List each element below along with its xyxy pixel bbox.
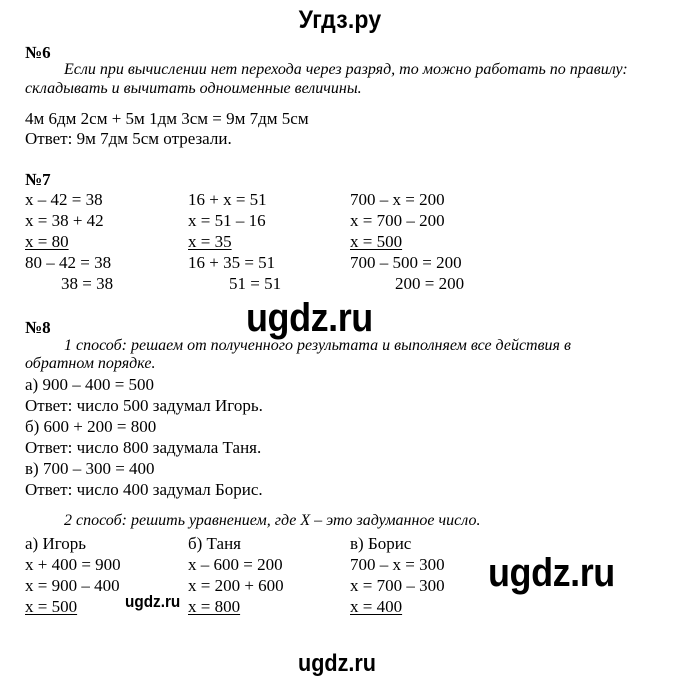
equation-result: x = 500: [25, 597, 78, 616]
person-label: а) Игорь: [25, 534, 87, 553]
equation-result: x = 35: [188, 232, 232, 251]
answer-line: Ответ: число 400 задумал Борис.: [25, 480, 263, 499]
equation-line: x + 400 = 900: [25, 555, 121, 574]
equation-line: x – 42 = 38: [25, 190, 103, 209]
equation-result: x = 80: [25, 232, 69, 251]
equation-result: x = 800: [188, 597, 241, 616]
equation-line: x = 700 – 300: [350, 576, 445, 595]
task-7-number: №7: [25, 170, 51, 189]
task-8-number: №8: [25, 318, 51, 337]
equation-line: x – 600 = 200: [188, 555, 283, 574]
task-6-equation: 4м 6дм 2см + 5м 1дм 3см = 9м 7дм 5см: [25, 109, 309, 128]
watermark-small: ugdz.ru: [125, 592, 181, 611]
equation-line: x = 200 + 600: [188, 576, 284, 595]
task-7-column-3: [350, 189, 464, 294]
task-6-number: №6: [25, 43, 51, 62]
equation-line: 700 – x = 300: [350, 555, 445, 574]
equation-result: x = 500: [350, 232, 403, 251]
task-8-method2-title: 2 способ: решить уравнением, где X – это задуманное число.: [64, 512, 481, 529]
check-result: 38 = 38: [61, 274, 114, 293]
task-8-method1-line1: 1 способ: решаем от полученного результата и выполняем все действия в: [64, 337, 571, 354]
task-8-method1-line2: обратном порядке.: [25, 355, 156, 372]
equation-result: x = 400: [350, 597, 403, 616]
equation-line: 700 – x = 200: [350, 190, 445, 209]
equation-line: 16 + x = 51: [188, 190, 267, 209]
person-label: в) Борис: [350, 534, 412, 553]
task-6-hint-line1: Если при вычислении нет перехода через разряд, то можно работать по правилу:: [64, 61, 628, 78]
equation-line: x = 700 – 200: [350, 211, 445, 230]
solution-line: в) 700 – 300 = 400: [25, 459, 155, 478]
equation-line: x = 51 – 16: [188, 211, 266, 230]
solution-line: б) 600 + 200 = 800: [25, 417, 157, 436]
answer-line: Ответ: число 800 задумала Таня.: [25, 438, 262, 457]
person-label: б) Таня: [188, 534, 241, 553]
watermark-bottom: ugdz.ru: [298, 650, 376, 677]
check-result: 200 = 200: [395, 274, 465, 293]
task-6-hint-line2: складывать и вычитать одноименные величины.: [25, 80, 362, 97]
watermark-middle: ugdz.ru: [246, 296, 373, 340]
equation-line: x = 38 + 42: [25, 211, 104, 230]
check-line: 80 – 42 = 38: [25, 253, 112, 272]
site-title: Угдз.ру: [298, 6, 382, 34]
watermark-right: ugdz.ru: [488, 551, 615, 595]
task-7-column-2: [188, 189, 281, 294]
task-7-column-1: [25, 189, 113, 294]
task-8-method2-column-3: [350, 533, 445, 617]
task-8-method2-column-1: [25, 533, 121, 617]
check-line: 16 + 35 = 51: [188, 253, 276, 272]
check-result: 51 = 51: [229, 274, 282, 293]
solution-line: а) 900 – 400 = 500: [25, 375, 155, 394]
answer-line: Ответ: число 500 задумал Игорь.: [25, 396, 263, 415]
task-8-method1-solutions: [25, 374, 263, 500]
equation-line: x = 900 – 400: [25, 576, 120, 595]
task-6-answer: Ответ: 9м 7дм 5см отрезали.: [25, 129, 232, 148]
check-line: 700 – 500 = 200: [350, 253, 462, 272]
task-8-method2-column-2: [188, 533, 284, 617]
